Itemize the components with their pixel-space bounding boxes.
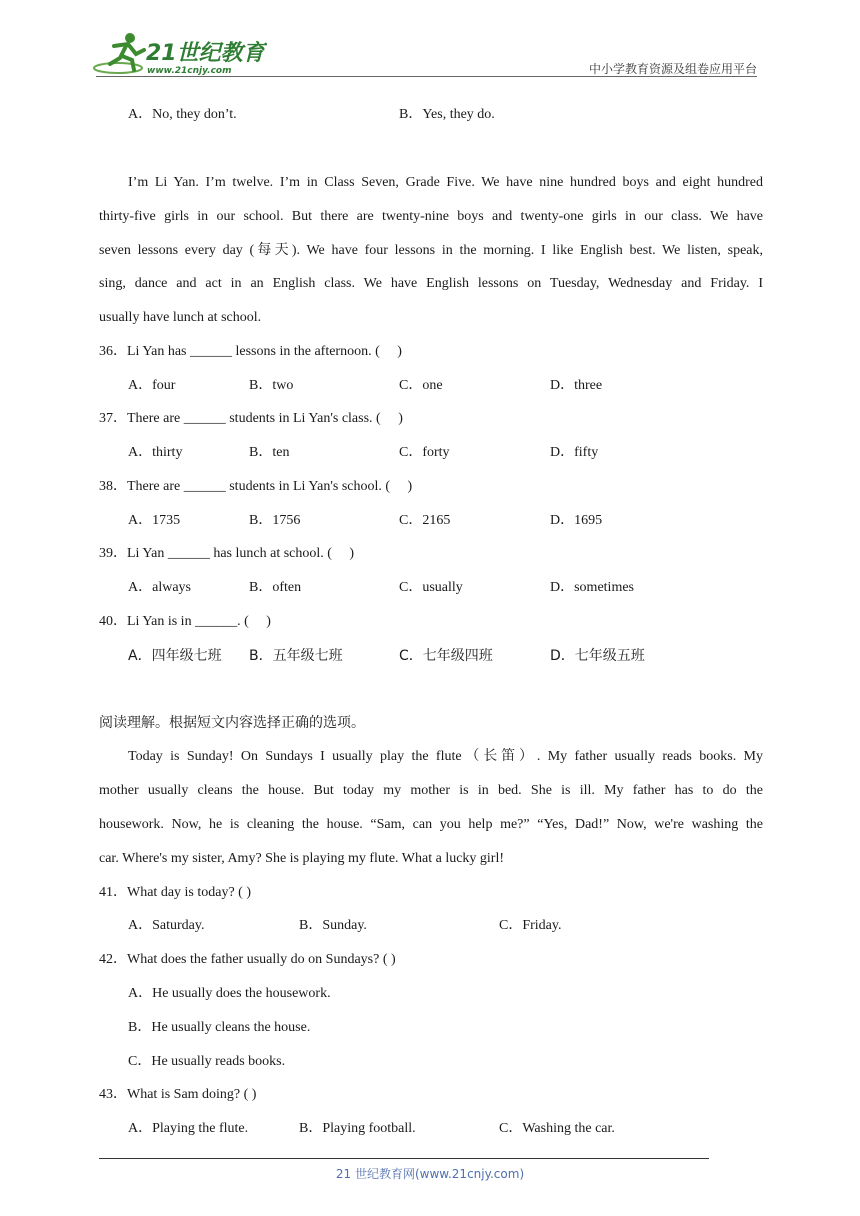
header-divider (96, 76, 757, 77)
q38-option-c: C．2165 (399, 513, 451, 528)
q43-stem: 43．What is Sam doing? ( ) (99, 1087, 257, 1102)
footer-link[interactable]: 21 世纪教育网(www.21cnjy.com) (335, 1167, 525, 1181)
q40-option-d: D．七年级五班 (550, 648, 645, 664)
q37-option-b: B．ten (249, 445, 290, 460)
prev-option-a: A．No, they don’t. (128, 107, 237, 122)
q41-stem: 41．What day is today? ( ) (99, 885, 252, 900)
q40-option-b: B．五年级七班 (249, 648, 343, 664)
q38-stem: 38．There are ______ students in Li Yan's school. ( ) (99, 479, 413, 494)
passage2-line-4: car. Where's my sister, Amy? She is playing my flute. What a lucky girl! (99, 851, 505, 866)
q42-stem: 42．What does the father usually do on Sundays? ( ) (99, 952, 396, 967)
site-logo (92, 30, 267, 80)
passage2-line-3: housework. Now, he is cleaning the house. “Sam, can you help me?” “Yes, Dad!” Now, we're washing the (99, 817, 763, 832)
passage2-line-2: mother usually cleans the house. But today my mother is in bed. She is ill. My father has to do the (99, 783, 763, 798)
q37-stem: 37．There are ______ students in Li Yan's class. ( ) (99, 411, 403, 426)
q36-option-a: A．four (128, 378, 176, 393)
passage1-line-1: I’m Li Yan. I’m twelve. I’m in Class Seven, Grade Five. We have nine hundred boys and eight hundred (128, 175, 763, 190)
q42-option-c: C．He usually reads books. (128, 1054, 286, 1069)
passage1-line-3: seven lessons every day (每天). We have four lessons in the morning. I like English best. We listen, speak, (99, 243, 763, 258)
q40-stem: 40．Li Yan is in ______. ( ) (99, 614, 271, 629)
q39-option-d: D．sometimes (550, 580, 634, 595)
svg-text:21世纪教育: 21世纪教育 (146, 41, 265, 66)
q38-option-a: A．1735 (128, 513, 181, 528)
q40-option-a: A．四年级七班 (128, 648, 222, 664)
passage1-line-4: sing, dance and act in an English class. We have English lessons on Tuesday, Wednesday and Friday. I (99, 276, 763, 291)
q43-option-b: B．Playing football. (299, 1121, 416, 1136)
q41-option-a: A．Saturday. (128, 918, 205, 933)
q42-option-b: B．He usually cleans the house. (128, 1020, 311, 1035)
svg-text:www.21cnjy.com: www.21cnjy.com (147, 66, 232, 76)
q41-option-c: C．Friday. (499, 918, 562, 933)
passage1-line-5: usually have lunch at school. (99, 310, 262, 325)
q38-option-d: D．1695 (550, 513, 603, 528)
q36-option-d: D．three (550, 378, 603, 393)
q43-option-c: C．Washing the car. (499, 1121, 615, 1136)
q39-stem: 39．Li Yan ______ has lunch at school. ( ) (99, 546, 355, 561)
footer-divider (99, 1158, 709, 1159)
q39-option-c: C．usually (399, 580, 463, 595)
section-title: 阅读理解。根据短文内容选择正确的选项。 (99, 715, 365, 731)
passage2-line-1: Today is Sunday! On Sundays I usually play the flute（长笛）. My father usually reads books. My (128, 749, 763, 764)
q42-option-a: A．He usually does the housework. (128, 986, 331, 1001)
q39-option-a: A．always (128, 580, 191, 595)
q38-option-b: B．1756 (249, 513, 301, 528)
q36-option-b: B．two (249, 378, 294, 393)
passage1-line-2: thirty-five girls in our school. But there are twenty-nine boys and twenty-one girls in our class. We have (99, 209, 763, 224)
site-name: 中小学教育资源及组卷应用平台 (588, 62, 757, 76)
prev-option-b: B．Yes, they do. (399, 107, 495, 122)
q41-option-b: B．Sunday. (299, 918, 367, 933)
q43-option-a: A．Playing the flute. (128, 1121, 249, 1136)
q36-stem: 36．Li Yan has ______ lessons in the afternoon. ( ) (99, 344, 402, 359)
q37-option-c: C．forty (399, 445, 450, 460)
q40-option-c: C．七年级四班 (399, 648, 493, 664)
q39-option-b: B．often (249, 580, 302, 595)
q37-option-a: A．thirty (128, 445, 183, 460)
running-man-logo-icon (92, 30, 267, 80)
q36-option-c: C．one (399, 378, 443, 393)
q37-option-d: D．fifty (550, 445, 599, 460)
